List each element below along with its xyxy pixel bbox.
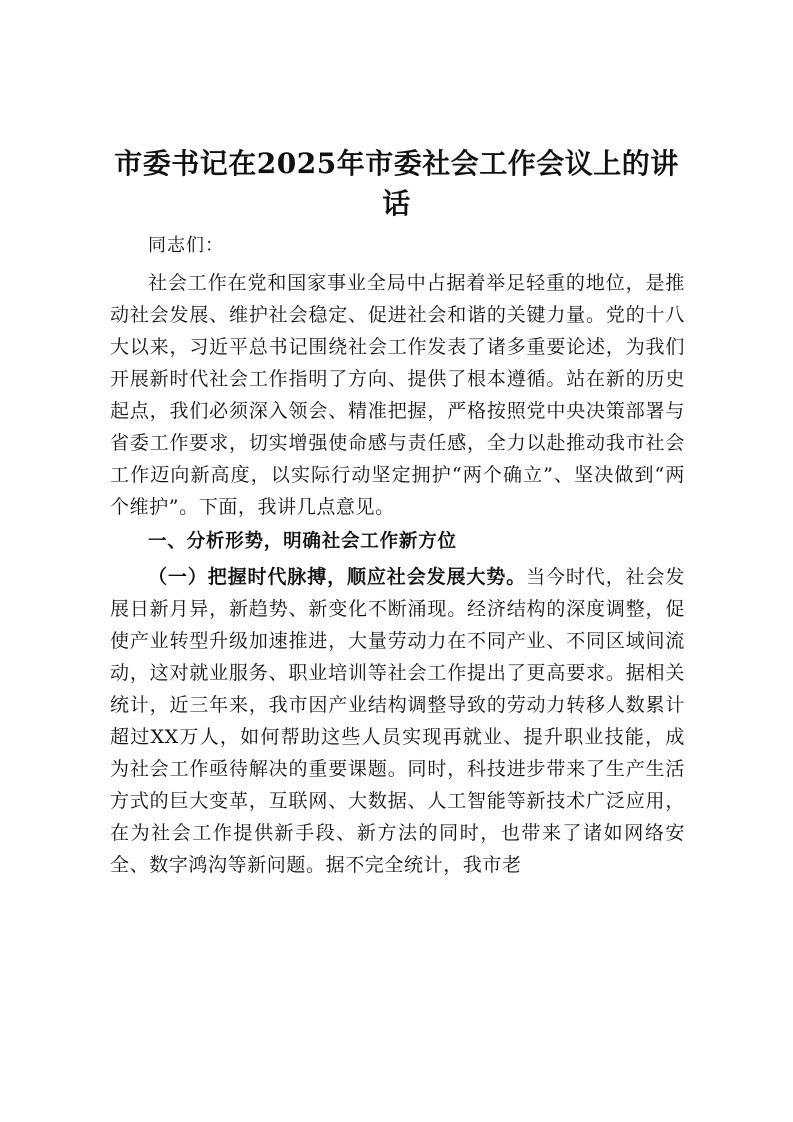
document-body [110, 230, 685, 881]
subsection-heading: （一）把握时代脉搏，顺应社会发展大势。 [148, 566, 527, 588]
salutation: 同志们： [148, 235, 224, 256]
section-heading: 一、分析形势，明确社会工作新方位 [148, 531, 457, 552]
document-title: 市委书记在2025年市委社会工作会议上的讲话 [114, 147, 679, 220]
subsection-paragraph [110, 561, 685, 881]
intro-paragraph: 社会工作在党和国家事业全局中占据着举足轻重的地位，是推动社会发展、维护社会稳定、促进社会和谐的关键力量。党的十八大以来，习近平总书记围绕社会工作发表了诸多重要论述，为我们开展新时代社会工作指明了方向、提供了根本遵循。站在新的历史起点，我们必须深入领会、精准把握，严格按照党中央决策部署与省委工作要求，切实增强使命感与责任感，全力以赴推动我市社会工作迈向新高度，以实际行动坚定拥护“两个确立”、坚决做到“两个维护”。下面，我讲几点意见。 [110, 272, 685, 518]
subsection-text: 当今时代，社会发展日新月异，新趋势、新变化不断涌现。经济结构的深度调整，促使产业转型升级加速推进，大量劳动力在不同产业、不同区域间流动，这对就业服务、职业培训等社会工作提出了更高要求。据相关统计，近三年来，我市因产业结构调整导致的劳动力转移人数累计超过XX万人，如何帮助这些人员实现再就业、提升职业技能，成为社会工作亟待解决的重要课题。同时，科技进步带来了生产生活方式的巨大变革，互联网、大数据、人工智能等新技术广泛应用，在为社会工作提供新手段、新方法的同时，也带来了诸如网络安全、数字鸿沟等新问题。据不完全统计，我市老 [110, 566, 685, 876]
